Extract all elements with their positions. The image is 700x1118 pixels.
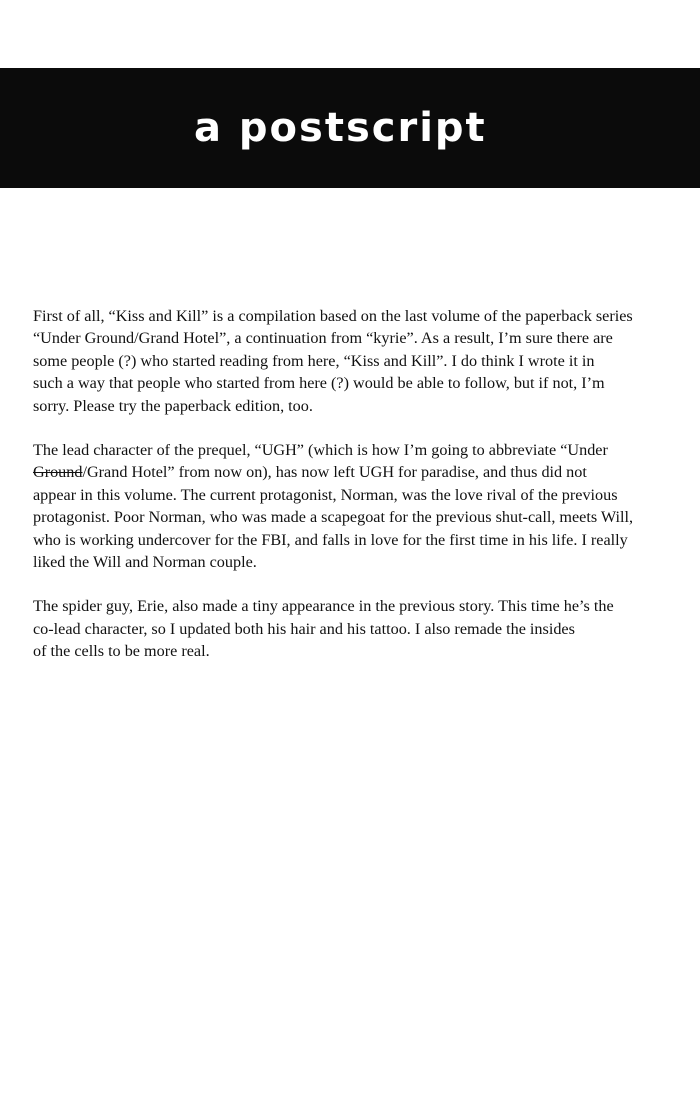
text-fragment: /Grand Hotel” from now on), has now left UGH for paradise, and thus did not bbox=[82, 463, 587, 482]
page-title: a postscript bbox=[194, 105, 487, 151]
text-line bbox=[33, 461, 693, 483]
text-line: liked the Will and Norman couple. bbox=[33, 553, 257, 572]
text-line: appear in this volume. The current protagonist, Norman, was the love rival of the previous bbox=[33, 485, 618, 504]
text-line: who is working undercover for the FBI, and falls in love for the first time in his life. I really bbox=[33, 530, 628, 549]
text-line: of the cells to be more real. bbox=[33, 642, 210, 661]
text-line: sorry. Please try the paperback edition, too. bbox=[33, 396, 313, 415]
paragraph-2 bbox=[33, 439, 693, 573]
text-line: The spider guy, Erie, also made a tiny appearance in the previous story. This time he’s the bbox=[33, 597, 614, 616]
text-line: The lead character of the prequel, “UGH” (which is how I’m going to abbreviate “Under bbox=[33, 441, 608, 460]
text-line: co-lead character, so I updated both his hair and his tattoo. I also remade the insides bbox=[33, 619, 575, 638]
text-line: such a way that people who started from here (?) would be able to follow, but if not, I’m bbox=[33, 374, 605, 393]
paragraph-3 bbox=[33, 595, 693, 662]
text-line: protagonist. Poor Norman, who was made a scapegoat for the previous shut-call, meets Will, bbox=[33, 508, 634, 527]
text-line: some people (?) who started reading from here, “Kiss and Kill”. I do think I wrote it in bbox=[33, 351, 595, 370]
paragraph-1 bbox=[33, 305, 693, 417]
text-line: First of all, “Kiss and Kill” is a compilation based on the last volume of the paperback series bbox=[33, 307, 633, 325]
postscript-body bbox=[33, 305, 693, 685]
text-line: “Under Ground/Grand Hotel”, a continuation from “kyrie”. As a result, I’m sure there are bbox=[33, 329, 613, 348]
struck-word: Ground bbox=[33, 463, 83, 482]
